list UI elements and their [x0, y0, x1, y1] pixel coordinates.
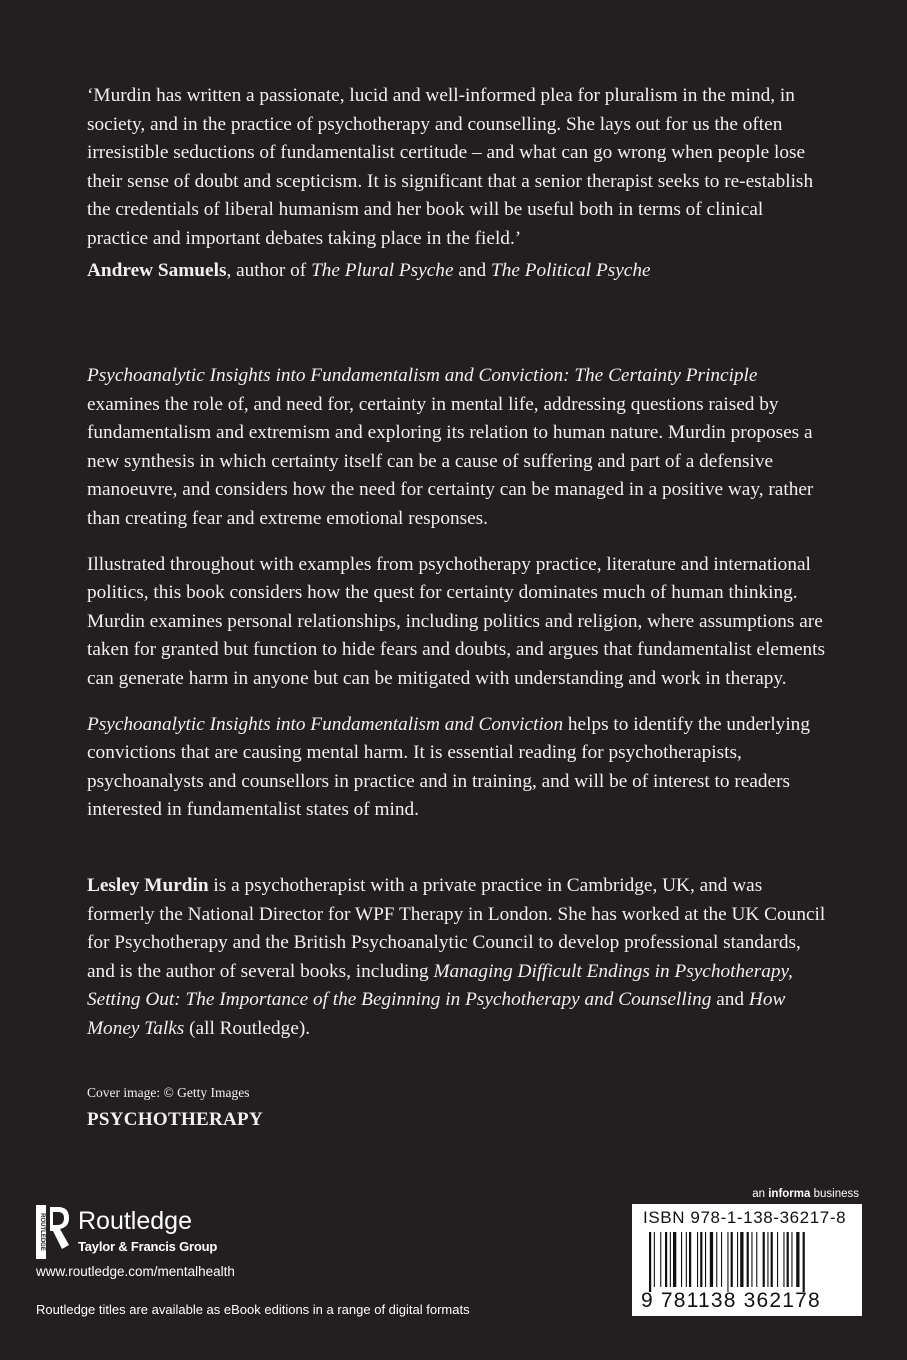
- publisher-logo: [36, 1205, 276, 1259]
- book-title: Psychoanalytic Insights into Fundamentalism and Conviction: The Certainty Principle: [87, 365, 758, 386]
- author-bio: [87, 872, 827, 1044]
- endorser-prefix: , author of: [226, 259, 312, 281]
- informa-tagline: [752, 1188, 859, 1200]
- publisher-name: Routledge: [78, 1207, 192, 1235]
- bio-paragraph: [87, 872, 827, 1044]
- ebook-note: Routledge titles are available as eBook editions in a range of digital formats: [36, 1302, 470, 1317]
- author-name: Lesley Murdin: [87, 875, 209, 896]
- bio-books-1: Managing Difficult Endings in Psychotherapy, Setting Out: The Importance of the Beginning in Psychotherapy and Counselling: [87, 960, 793, 1011]
- endorser-and: and: [453, 259, 491, 281]
- endorsement: [87, 82, 827, 285]
- barcode-icon: [645, 1232, 851, 1292]
- cover-credit: Cover image: © Getty Images: [87, 1085, 250, 1100]
- book-short-title: Psychoanalytic Insights into Fundamentalism and Conviction: [87, 713, 564, 735]
- description-p3-text: helps to identify the underlying convictions that are causing mental harm. It is essential reading for psychotherapists, psychoanalysts and counsellors in practice and in training, and will be of interest to readers interested in fundamentalist states of mind.: [87, 713, 810, 821]
- description-paragraph-3: [87, 711, 827, 825]
- logo-vertical-text: ROUTLEDGE: [39, 1213, 45, 1251]
- description-p1-text: examines the role of, and need for, certainty in mental life, addressing questions raised by fundamentalism and extremism and exploring its relation to human nature. Murdin proposes a new synthesis in which certainty itself can be a cause of suffering and part of a defensive manoeuvre, and considers how the need for certainty can be managed in a positive way, rather than creating fear and extreme emotional responses.: [87, 393, 814, 529]
- publisher-website: www.routledge.com/mentalhealth: [36, 1264, 235, 1279]
- isbn-barcode: [632, 1204, 862, 1316]
- book-description: [87, 362, 827, 842]
- informa-prefix: an: [752, 1188, 769, 1200]
- endorsement-quote: ‘Murdin has written a passionate, lucid and well-informed plea for pluralism in the mind, in society, and in the practice of psychotherapy and counselling. She lays out for us the often irresistible seductions of fundamentalist certitude – and what can go wrong when people lose their sense of doubt and scepticism. It is significant that a senior therapist seeks to re-establish the credentials of liberal humanism and her book will be useful both in terms of clinical practice and important debates taking place in the field.’: [87, 85, 814, 249]
- endorser-name: Andrew Samuels: [87, 259, 227, 281]
- routledge-logo-icon: [36, 1205, 70, 1259]
- barcode-digits: 9 781138 362178: [641, 1289, 821, 1312]
- bio-book-2: How Money Talks: [87, 989, 786, 1039]
- informa-suffix: business: [810, 1188, 859, 1200]
- publisher-group: Taylor & Francis Group: [78, 1239, 218, 1254]
- endorser-book-2: The Political Psyche: [490, 259, 651, 281]
- endorser-book-1: The Plural Psyche: [311, 259, 454, 281]
- subject-category: PSYCHOTHERAPY: [87, 1109, 263, 1130]
- endorser-line: [87, 257, 827, 286]
- isbn-label: ISBN 978-1-138-36217-8: [643, 1208, 847, 1227]
- informa-brand: informa: [768, 1188, 811, 1200]
- bio-text-2: (all Routledge).: [184, 1017, 311, 1039]
- bio-text-1: is a psychotherapist with a private practice in Cambridge, UK, and was formerly the National Director for WPF Therapy in London. She has worked at the UK Council for Psychotherapy and the British Psychoanalytic Council to develop professional standards, and is the author of several books, including: [87, 875, 826, 982]
- description-paragraph-2: Illustrated throughout with examples from psychotherapy practice, literature and international politics, this book considers how the quest for certainty dominates much of human thinking. Murdin examines personal relationships, including politics and religion, where assumptions are taken for granted but function to hide fears and doubts, and argues that fundamentalist elements can generate harm in anyone but can be mitigated with understanding and work in therapy.: [87, 553, 826, 689]
- description-paragraph-1: [87, 362, 827, 534]
- bio-and: and: [711, 989, 749, 1011]
